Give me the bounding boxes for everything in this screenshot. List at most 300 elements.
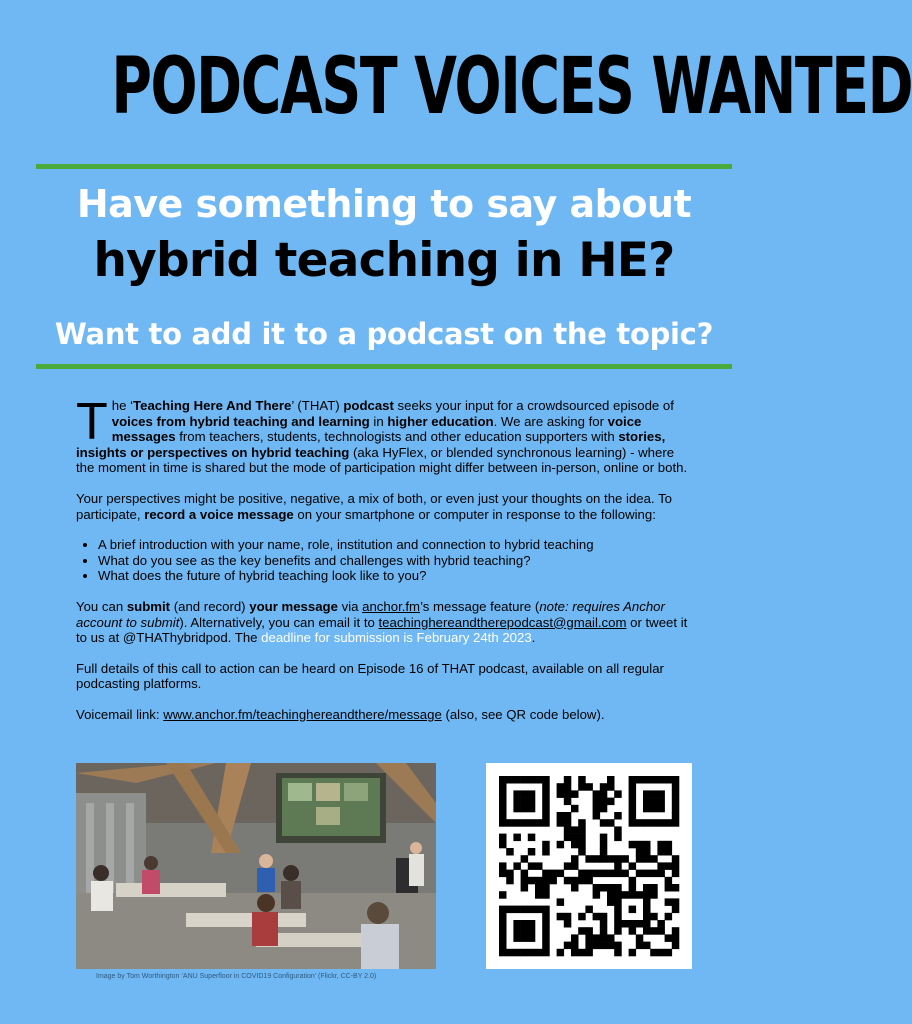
qr-module <box>657 805 665 813</box>
qr-module <box>578 877 586 885</box>
qr-module <box>665 884 673 892</box>
qr-module <box>542 790 550 798</box>
qr-module <box>535 776 543 784</box>
qr-module <box>600 819 608 827</box>
qr-code[interactable] <box>486 763 692 969</box>
qr-module <box>535 906 543 914</box>
qr-module <box>672 812 680 820</box>
details-paragraph: Full details of this call to action can be heard on Episode 16 of THAT podcast, available on all regular podcasting platforms. <box>76 660 664 692</box>
list-item: • A brief introduction with your name, role, institution and connection to hybrid teaching <box>98 537 694 553</box>
qr-module <box>535 891 543 899</box>
qr-module <box>650 776 658 784</box>
qr-module <box>542 841 550 849</box>
qr-module <box>636 934 644 942</box>
qr-module <box>665 913 673 921</box>
qr-module <box>585 877 593 885</box>
qr-module <box>600 805 608 813</box>
qr-module <box>528 927 536 935</box>
qr-module <box>564 826 572 834</box>
qr-module <box>528 920 536 928</box>
qr-module <box>600 855 608 863</box>
qr-module <box>629 841 637 849</box>
qr-module <box>665 934 673 942</box>
qr-module <box>521 805 529 813</box>
qr-module <box>578 783 586 791</box>
qr-module <box>672 790 680 798</box>
qr-module <box>542 891 550 899</box>
qr-module <box>571 934 579 942</box>
subtitle-line-1: Have something to say about <box>76 182 692 226</box>
qr-module <box>643 913 651 921</box>
qr-module <box>499 870 507 878</box>
qr-module <box>607 798 615 806</box>
qr-module <box>607 891 615 899</box>
qr-module <box>629 927 637 935</box>
qr-module <box>621 855 629 863</box>
qr-module <box>571 826 579 834</box>
qr-module <box>650 913 658 921</box>
qr-module <box>499 934 507 942</box>
qr-module <box>643 898 651 906</box>
qr-module <box>657 841 665 849</box>
qr-module <box>636 870 644 878</box>
qr-module <box>542 776 550 784</box>
qr-module <box>650 927 658 935</box>
qr-module <box>629 790 637 798</box>
qr-module <box>564 812 572 820</box>
qr-module <box>650 891 658 899</box>
qr-module <box>571 790 579 798</box>
qr-module <box>542 812 550 820</box>
qr-module <box>528 877 536 885</box>
qr-module <box>571 862 579 870</box>
qr-module <box>521 920 529 928</box>
qr-module <box>629 920 637 928</box>
qr-module <box>593 891 601 899</box>
qr-module <box>499 913 507 921</box>
qr-module <box>506 776 514 784</box>
qr-module <box>521 877 529 885</box>
qr-module <box>593 790 601 798</box>
qr-module <box>499 862 507 870</box>
qr-module <box>600 834 608 842</box>
qr-module <box>528 790 536 798</box>
qr-module <box>528 934 536 942</box>
qr-module <box>643 906 651 914</box>
qr-module <box>564 798 572 806</box>
qr-module <box>521 884 529 892</box>
qr-module <box>672 942 680 950</box>
qr-module <box>607 870 615 878</box>
qr-module <box>672 805 680 813</box>
qr-module <box>506 870 514 878</box>
qr-module <box>535 949 543 957</box>
qr-module <box>578 848 586 856</box>
qr-module <box>557 870 565 878</box>
qr-module <box>614 906 622 914</box>
qr-module <box>499 805 507 813</box>
qr-module <box>585 870 593 878</box>
qr-module <box>650 819 658 827</box>
qr-module <box>542 949 550 957</box>
participate-paragraph: Your perspectives might be positive, negative, a mix of both, or even just your thoughts on the idea. To participate, record a voice message on your smartphone or computer in response to the following: <box>76 490 672 522</box>
qr-module <box>643 848 651 856</box>
qr-module <box>614 870 622 878</box>
qr-module <box>643 841 651 849</box>
qr-module <box>549 870 557 878</box>
qr-module <box>499 783 507 791</box>
qr-module <box>643 884 651 892</box>
qr-module <box>672 870 680 878</box>
anchor-link[interactable]: anchor.fm <box>362 598 421 614</box>
qr-module <box>643 790 651 798</box>
qr-module <box>650 790 658 798</box>
qr-module <box>672 862 680 870</box>
qr-module <box>665 776 673 784</box>
qr-module <box>535 862 543 870</box>
qr-module <box>614 942 622 950</box>
qr-module <box>499 776 507 784</box>
qr-module <box>513 949 521 957</box>
qr-module <box>564 790 572 798</box>
qr-module <box>607 884 615 892</box>
qr-module <box>629 891 637 899</box>
qr-module <box>593 798 601 806</box>
qr-module <box>571 834 579 842</box>
qr-module <box>672 898 680 906</box>
qr-module <box>564 776 572 784</box>
qr-module <box>629 783 637 791</box>
prompt-list <box>76 537 694 584</box>
qr-module <box>513 819 521 827</box>
qr-module <box>665 862 673 870</box>
qr-module <box>578 949 586 957</box>
qr-module <box>643 805 651 813</box>
qr-module <box>564 877 572 885</box>
qr-module <box>513 834 521 842</box>
qr-module <box>614 891 622 899</box>
qr-module <box>629 884 637 892</box>
qr-module <box>636 942 644 950</box>
qr-module <box>593 913 601 921</box>
qr-module <box>585 942 593 950</box>
qr-module <box>593 812 601 820</box>
qr-module <box>600 783 608 791</box>
qr-module <box>672 906 680 914</box>
qr-module <box>528 862 536 870</box>
qr-module <box>578 870 586 878</box>
qr-module <box>542 906 550 914</box>
qr-module <box>672 927 680 935</box>
qr-module <box>593 884 601 892</box>
qr-module <box>506 906 514 914</box>
qr-module <box>657 870 665 878</box>
qr-module <box>528 805 536 813</box>
qr-module <box>521 790 529 798</box>
qr-module <box>672 884 680 892</box>
qr-module <box>607 855 615 863</box>
qr-module <box>607 819 615 827</box>
qr-module <box>643 891 651 899</box>
qr-module <box>535 877 543 885</box>
qr-module <box>535 819 543 827</box>
list-item: • What do you see as the key benefits and challenges with hybrid teaching? <box>98 553 694 569</box>
qr-module <box>542 884 550 892</box>
qr-module <box>513 906 521 914</box>
qr-module <box>521 934 529 942</box>
qr-module <box>564 783 572 791</box>
qr-module <box>650 855 658 863</box>
qr-module <box>629 776 637 784</box>
qr-module <box>542 877 550 885</box>
qr-module <box>621 870 629 878</box>
qr-module <box>542 934 550 942</box>
qr-module <box>528 819 536 827</box>
qr-module <box>643 870 651 878</box>
qr-module <box>643 942 651 950</box>
qr-module <box>593 942 601 950</box>
qr-module <box>513 927 521 935</box>
qr-module <box>600 884 608 892</box>
qr-module <box>542 927 550 935</box>
qr-module <box>557 819 565 827</box>
subtitle-line-3: Want to add it to a podcast on the topic? <box>54 317 714 351</box>
qr-module <box>506 848 514 856</box>
qr-module <box>542 913 550 921</box>
qr-module <box>571 877 579 885</box>
bottom-divider <box>36 364 732 369</box>
qr-module <box>672 855 680 863</box>
qr-module <box>557 841 565 849</box>
qr-module <box>549 877 557 885</box>
qr-module <box>636 776 644 784</box>
qr-module <box>665 898 673 906</box>
qr-module <box>614 927 622 935</box>
qr-module <box>513 805 521 813</box>
qr-module <box>657 949 665 957</box>
qr-module <box>542 783 550 791</box>
qr-module <box>593 805 601 813</box>
qr-module <box>643 819 651 827</box>
qr-module <box>672 798 680 806</box>
qr-module <box>578 826 586 834</box>
qr-module <box>636 855 644 863</box>
qr-module <box>614 790 622 798</box>
qr-module <box>499 790 507 798</box>
drop-cap: T <box>76 393 108 451</box>
qr-module <box>672 934 680 942</box>
qr-module <box>564 920 572 928</box>
qr-module <box>614 834 622 842</box>
qr-module <box>528 848 536 856</box>
qr-code-graphic <box>499 776 679 956</box>
qr-module <box>600 913 608 921</box>
qr-module <box>657 848 665 856</box>
qr-module <box>557 812 565 820</box>
qr-module <box>557 913 565 921</box>
qr-module <box>499 812 507 820</box>
qr-module <box>629 812 637 820</box>
qr-module <box>607 783 615 791</box>
qr-module <box>578 841 586 849</box>
qr-module <box>607 934 615 942</box>
qr-module <box>643 927 651 935</box>
qr-module <box>542 848 550 856</box>
voicemail-paragraph: Voicemail link: www.anchor.fm/teachinghereandthere/message (also, see QR code below). <box>76 706 605 722</box>
qr-module <box>600 942 608 950</box>
qr-module <box>521 906 529 914</box>
qr-module <box>578 834 586 842</box>
qr-module <box>535 884 543 892</box>
submit-paragraph: You can submit (and record) your message via anchor.fm’s message feature (note: requires Anchor account to submit). Alternatively, you can email it to teachinghereandtherepodcast@gmail.com or tweet it to us at @THAThybridpod. The deadline for submission is February 24th 2023. <box>76 598 688 646</box>
qr-module <box>571 949 579 957</box>
qr-module <box>499 927 507 935</box>
qr-module <box>665 877 673 885</box>
email-link[interactable]: teachinghereandtherepodcast@gmail.com <box>378 614 627 630</box>
qr-module <box>499 942 507 950</box>
qr-module <box>542 920 550 928</box>
qr-module <box>657 798 665 806</box>
qr-module <box>629 949 637 957</box>
qr-module <box>643 920 651 928</box>
qr-module <box>600 848 608 856</box>
qr-module <box>665 841 673 849</box>
qr-module <box>564 834 572 842</box>
qr-module <box>650 884 658 892</box>
qr-module <box>614 913 622 921</box>
qr-module <box>521 855 529 863</box>
qr-module <box>585 855 593 863</box>
qr-module <box>614 862 622 870</box>
qr-module <box>499 819 507 827</box>
qr-module <box>629 906 637 914</box>
qr-module <box>636 848 644 856</box>
subtitle-line-2: hybrid teaching in HE? <box>93 233 675 288</box>
qr-module <box>600 927 608 935</box>
qr-module <box>593 855 601 863</box>
qr-module <box>542 805 550 813</box>
qr-module <box>629 805 637 813</box>
classroom-photo <box>76 763 436 969</box>
qr-module <box>513 920 521 928</box>
qr-module <box>629 819 637 827</box>
qr-module <box>528 834 536 842</box>
qr-module <box>499 841 507 849</box>
qr-module <box>600 798 608 806</box>
qr-module <box>513 798 521 806</box>
qr-module <box>614 920 622 928</box>
qr-module <box>585 783 593 791</box>
qr-module <box>672 783 680 791</box>
qr-module <box>499 906 507 914</box>
qr-module <box>607 942 615 950</box>
qr-module <box>564 862 572 870</box>
qr-module <box>600 934 608 942</box>
qr-module <box>571 855 579 863</box>
qr-module <box>506 819 514 827</box>
qr-module <box>650 798 658 806</box>
body-text <box>76 393 694 738</box>
qr-module <box>629 877 637 885</box>
qr-module <box>672 776 680 784</box>
qr-module <box>643 855 651 863</box>
qr-module <box>571 841 579 849</box>
qr-module <box>528 949 536 957</box>
qr-module <box>614 898 622 906</box>
qr-module <box>621 920 629 928</box>
qr-module <box>571 805 579 813</box>
qr-module <box>528 798 536 806</box>
qr-module <box>557 790 565 798</box>
qr-module <box>657 819 665 827</box>
qr-module <box>643 798 651 806</box>
qr-module <box>665 848 673 856</box>
classroom-photo-illustration <box>76 763 436 969</box>
qr-module <box>564 942 572 950</box>
qr-module <box>521 949 529 957</box>
qr-module <box>585 949 593 957</box>
list-item: • What does the future of hybrid teaching look like to you? <box>98 568 694 584</box>
qr-module <box>636 819 644 827</box>
qr-module <box>578 776 586 784</box>
qr-module <box>657 862 665 870</box>
qr-module <box>506 877 514 885</box>
qr-module <box>629 862 637 870</box>
qr-module <box>607 776 615 784</box>
qr-module <box>600 841 608 849</box>
top-divider <box>36 164 732 169</box>
qr-module <box>499 891 507 899</box>
qr-module <box>600 790 608 798</box>
qr-module <box>557 898 565 906</box>
qr-module <box>672 819 680 827</box>
qr-module <box>571 942 579 950</box>
poster-title: PODCAST VOICES WANTED <box>111 42 912 132</box>
qr-module <box>636 841 644 849</box>
voicemail-link[interactable]: www.anchor.fm/teachinghereandthere/message <box>163 706 442 722</box>
qr-module <box>585 906 593 914</box>
qr-module <box>593 934 601 942</box>
qr-module <box>542 870 550 878</box>
qr-module <box>571 884 579 892</box>
qr-module <box>657 927 665 935</box>
qr-module <box>521 927 529 935</box>
qr-module <box>657 790 665 798</box>
qr-module <box>499 949 507 957</box>
qr-module <box>585 934 593 942</box>
qr-module <box>665 949 673 957</box>
qr-module <box>650 949 658 957</box>
qr-module <box>578 913 586 921</box>
qr-module <box>657 920 665 928</box>
qr-module <box>614 855 622 863</box>
qr-module <box>593 870 601 878</box>
qr-module <box>521 776 529 784</box>
qr-module <box>585 927 593 935</box>
intro-paragraph: The ‘Teaching Here And There’ (THAT) podcast seeks your input for a crowdsourced episode of voices from hybrid teaching and learning in higher education. We are asking for voice messages from teachers, students, technologists and other education supporters with stories, insights or perspectives on hybrid teaching (aka HyFlex, or blended synchronous learning) - where the moment in time is shared but the mode of participation might differ between in-person, online or both. <box>76 393 688 476</box>
qr-module <box>513 776 521 784</box>
qr-module <box>506 949 514 957</box>
qr-module <box>578 819 586 827</box>
qr-module <box>600 920 608 928</box>
qr-module <box>614 812 622 820</box>
deadline-text: deadline for submission is February 24th 2023 <box>261 630 532 646</box>
qr-module <box>499 834 507 842</box>
qr-module <box>557 949 565 957</box>
qr-module <box>542 798 550 806</box>
qr-module <box>636 920 644 928</box>
qr-module <box>521 798 529 806</box>
